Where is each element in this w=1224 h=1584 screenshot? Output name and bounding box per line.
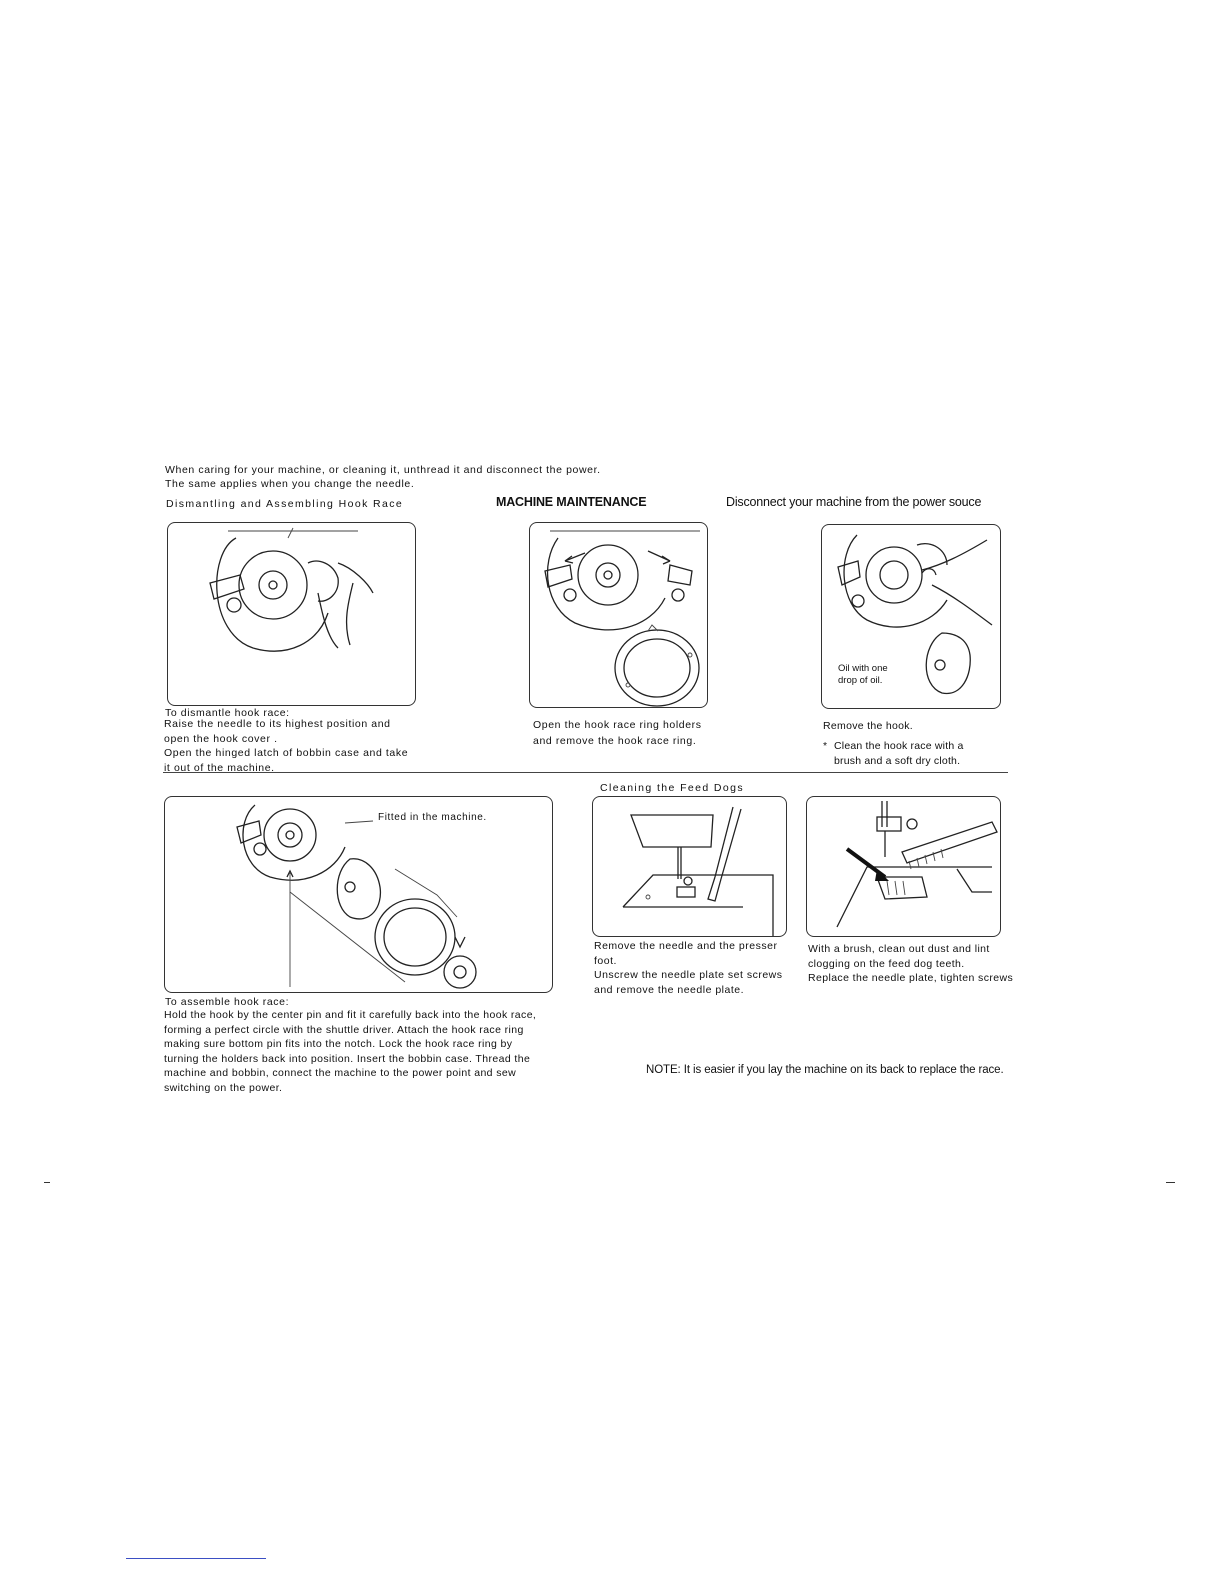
feed-dog-line-2: clogging on the feed dog teeth. [808, 957, 965, 970]
clean-line-2: brush and a soft dry cloth. [834, 754, 961, 767]
heading-disconnect: Disconnect your machine from the power souce [726, 495, 982, 509]
needle-plate-caption [594, 939, 783, 997]
ring-caption [533, 718, 702, 748]
dismantle-line-4: it out of the machine. [164, 761, 275, 774]
left-edge-mark [44, 1182, 50, 1183]
dismantle-line-3: Open the hinged latch of bobbin case and take [164, 747, 409, 759]
assemble-line-1: Hold the hook by the center pin and fit it carefully back into the hook race, [164, 1009, 537, 1021]
clean-line-1: Clean the hook race with a [834, 740, 964, 752]
feed-dog-caption [808, 942, 1013, 986]
remove-hook-caption: Remove the hook. [823, 720, 914, 732]
illustration-hook-race-ring [529, 522, 708, 708]
needle-plate-line-1: Remove the needle and the presser [594, 940, 778, 952]
assemble-line-2: forming a perfect circle with the shuttle driver. Attach the hook race ring [164, 1023, 524, 1036]
fitted-label: Fitted in the machine. [378, 812, 487, 823]
hook-race-ring-drawing [530, 523, 707, 707]
dismantle-line-1: Raise the needle to its highest position and [164, 718, 391, 730]
assemble-line-3: making sure bottom pin fits into the notch. Lock the hook race ring by [164, 1038, 513, 1050]
illustration-brush-feed-dogs [806, 796, 1001, 937]
intro-line-2: The same applies when you change the needle. [165, 478, 415, 490]
needle-plate-drawing [593, 797, 786, 936]
assemble-caption-title: To assemble hook race: [165, 996, 290, 1008]
assemble-line-4: turning the holders back into position. Insert the bobbin case. Thread the [164, 1052, 531, 1065]
brush-feed-dogs-drawing [807, 797, 1000, 936]
illustration-dismantle-hook [167, 522, 416, 706]
assemble-line-6: switching on the power. [164, 1081, 283, 1094]
dismantle-caption-title: To dismantle hook race: [165, 707, 290, 719]
oil-note [838, 663, 888, 686]
needle-plate-line-3: Unscrew the needle plate set screws [594, 969, 783, 981]
intro-line-1: When caring for your machine, or cleaning it, unthread it and disconnect the power. [165, 464, 601, 476]
clean-bullet: * [823, 740, 828, 752]
oil-note-line-1: Oil with one [838, 663, 888, 674]
assemble-caption [164, 1008, 536, 1095]
page-title: MACHINE MAINTENANCE [496, 495, 647, 509]
feed-dog-line-3: Replace the needle plate, tighten screws [808, 972, 1014, 984]
feed-dog-line-1: With a brush, clean out dust and lint [808, 943, 990, 955]
right-edge-mark [1166, 1182, 1175, 1183]
illustration-assemble-hook [164, 796, 553, 993]
oil-note-line-2: drop of oil. [838, 674, 883, 686]
ring-line-2: and remove the hook race ring. [533, 734, 697, 747]
needle-plate-line-4: and remove the needle plate. [594, 983, 745, 996]
note-text: NOTE: It is easier if you lay the machine on its back to replace the race. [646, 1064, 1004, 1076]
assemble-hook-drawing [165, 797, 552, 992]
ring-line-1: Open the hook race ring holders [533, 719, 702, 731]
assemble-line-5: machine and bobbin, connect the machine to the power point and sew [164, 1067, 517, 1079]
hook-race-hand-drawing [168, 523, 415, 705]
heading-feed-dogs: Cleaning the Feed Dogs [600, 782, 745, 794]
illustration-remove-needle-plate [592, 796, 787, 937]
heading-hook-race: Dismantling and Assembling Hook Race [166, 498, 404, 510]
section-divider [163, 772, 1008, 773]
needle-plate-line-2: foot. [594, 954, 617, 967]
clean-hook-caption [834, 739, 964, 768]
dismantle-caption [164, 717, 408, 775]
footnote-rule [126, 1558, 266, 1559]
dismantle-line-2: open the hook cover . [164, 732, 278, 745]
